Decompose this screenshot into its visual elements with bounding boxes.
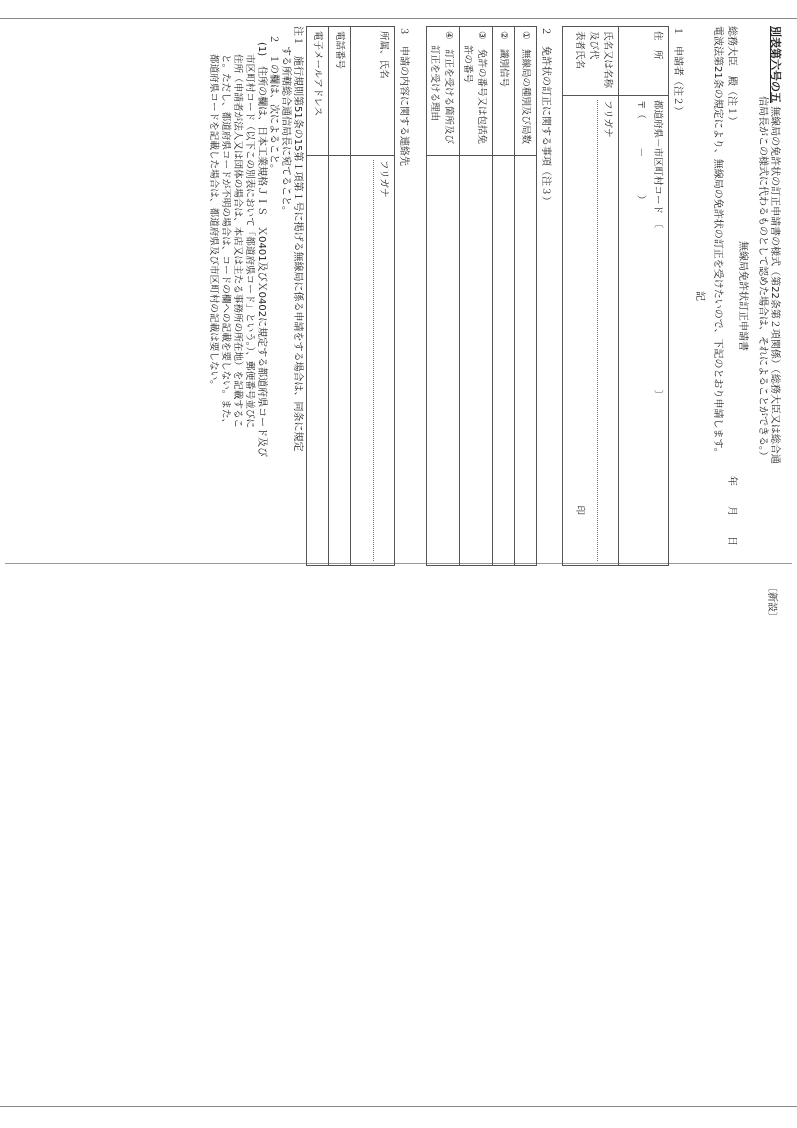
contact-row-label: 所属、氏名 — [351, 27, 395, 156]
prefecture-code: 都道府県－市区町村コード 〔 〕 — [652, 100, 663, 400]
date-line: 年 月 日 — [726, 476, 737, 546]
form-title-line1: 無線局の免許状の訂正申請書の様式（第22条第２項関係）（総務大臣又は総合通 — [769, 106, 780, 464]
name-label-2: 表者氏名 — [574, 31, 585, 70]
correction-row-value — [460, 156, 493, 566]
correction-row-value — [493, 156, 515, 566]
note-2-1c: 住所（申請者が法人又は団体の場合は、本店又は主たる事務所の所在地）を記載するこ — [232, 54, 243, 429]
contact-row-value — [307, 156, 329, 566]
correction-row-value — [515, 156, 537, 566]
note-1a: 注１ 施行規則第51条の15第１項第１号に掲げる無線局に係る申請をする場合は、同条に規定 — [292, 26, 303, 452]
correction-row-label: ② 識別信号 — [493, 27, 515, 156]
side-note: 〔新設〕 — [766, 582, 777, 622]
form-number: 別表第六号の五 — [769, 26, 782, 103]
section1-heading: １ 申請者（注２） — [672, 26, 683, 116]
top-rule — [0, 18, 797, 19]
name-label-cell — [563, 27, 619, 96]
note-2-1b: 市区町村コード（以下この別表において「都道府県コード」という。）、郵便番号並びに — [244, 54, 255, 429]
address-cell — [619, 96, 669, 566]
furigana-label: フリガナ — [602, 100, 613, 138]
document-title: 無線局免許状訂正申請書 — [737, 241, 748, 351]
contact-row-value — [329, 156, 351, 566]
intro-text: 電波法第21条の規定により、無線局の免許状の訂正を受けたいので、下記のとおり申請します。 — [712, 26, 723, 458]
seal-mark: 印 — [574, 505, 585, 515]
correction-row-value — [427, 156, 460, 566]
addressee: 総務大臣 殿（注１） — [726, 26, 737, 126]
contact-row-label: 電話番号 — [329, 27, 351, 156]
correction-row-label: ④ 訂正を受ける箇所及び 訂正を受ける理由 — [427, 27, 460, 156]
contact-row-value: フリガナ — [351, 156, 395, 566]
note-2-1d: と。ただし、都道府県コードが不明の場合は、コードの欄への記載を要しない。また、 — [220, 54, 231, 429]
name-label-1: 氏名又は名称及び代 — [588, 31, 613, 89]
section3-heading: ３ 申請の内容に関する連絡先 — [398, 26, 409, 166]
applicant-table — [562, 26, 669, 566]
note-2-1e: 都道府県コードを記載した場合は、都道府県及び市区町村の記載は要しない。 — [208, 54, 219, 390]
section2-heading: ２ 免許状の訂正に関する事項（注３） — [540, 26, 551, 206]
name-line — [569, 100, 598, 561]
address-label-cell — [619, 27, 669, 96]
note-2-1a: (1) 住所の欄は、日本工業規格ＪＩＳ Ｘ0401及びＸ0402に規定する都道府県コード及び — [256, 42, 267, 458]
form-title-line2: 信局長がこの様式に代わるものとして認めた場合は、それによることができる。） — [757, 96, 768, 461]
correction-table — [426, 26, 537, 566]
contact-table — [306, 26, 395, 566]
note-2: ２ １の欄は、次によること。 — [268, 34, 279, 174]
correction-row-label: ① 無線局の種別及び局数 — [515, 27, 537, 156]
address-label: 住 所 — [652, 31, 663, 60]
bottom-rule — [0, 1106, 797, 1107]
note-1b: する所轄総合通信局長に宛てること。 — [280, 26, 291, 216]
contact-row-label: 電子メールアドレス — [307, 27, 329, 156]
name-cell — [563, 96, 619, 566]
ki-mark: 記 — [694, 291, 705, 301]
rotated-document — [6, 26, 781, 566]
correction-row-label: ③ 免許の番号又は包括免 許の番号 — [460, 27, 493, 156]
postal-code: 〒（ － ） — [635, 100, 646, 205]
